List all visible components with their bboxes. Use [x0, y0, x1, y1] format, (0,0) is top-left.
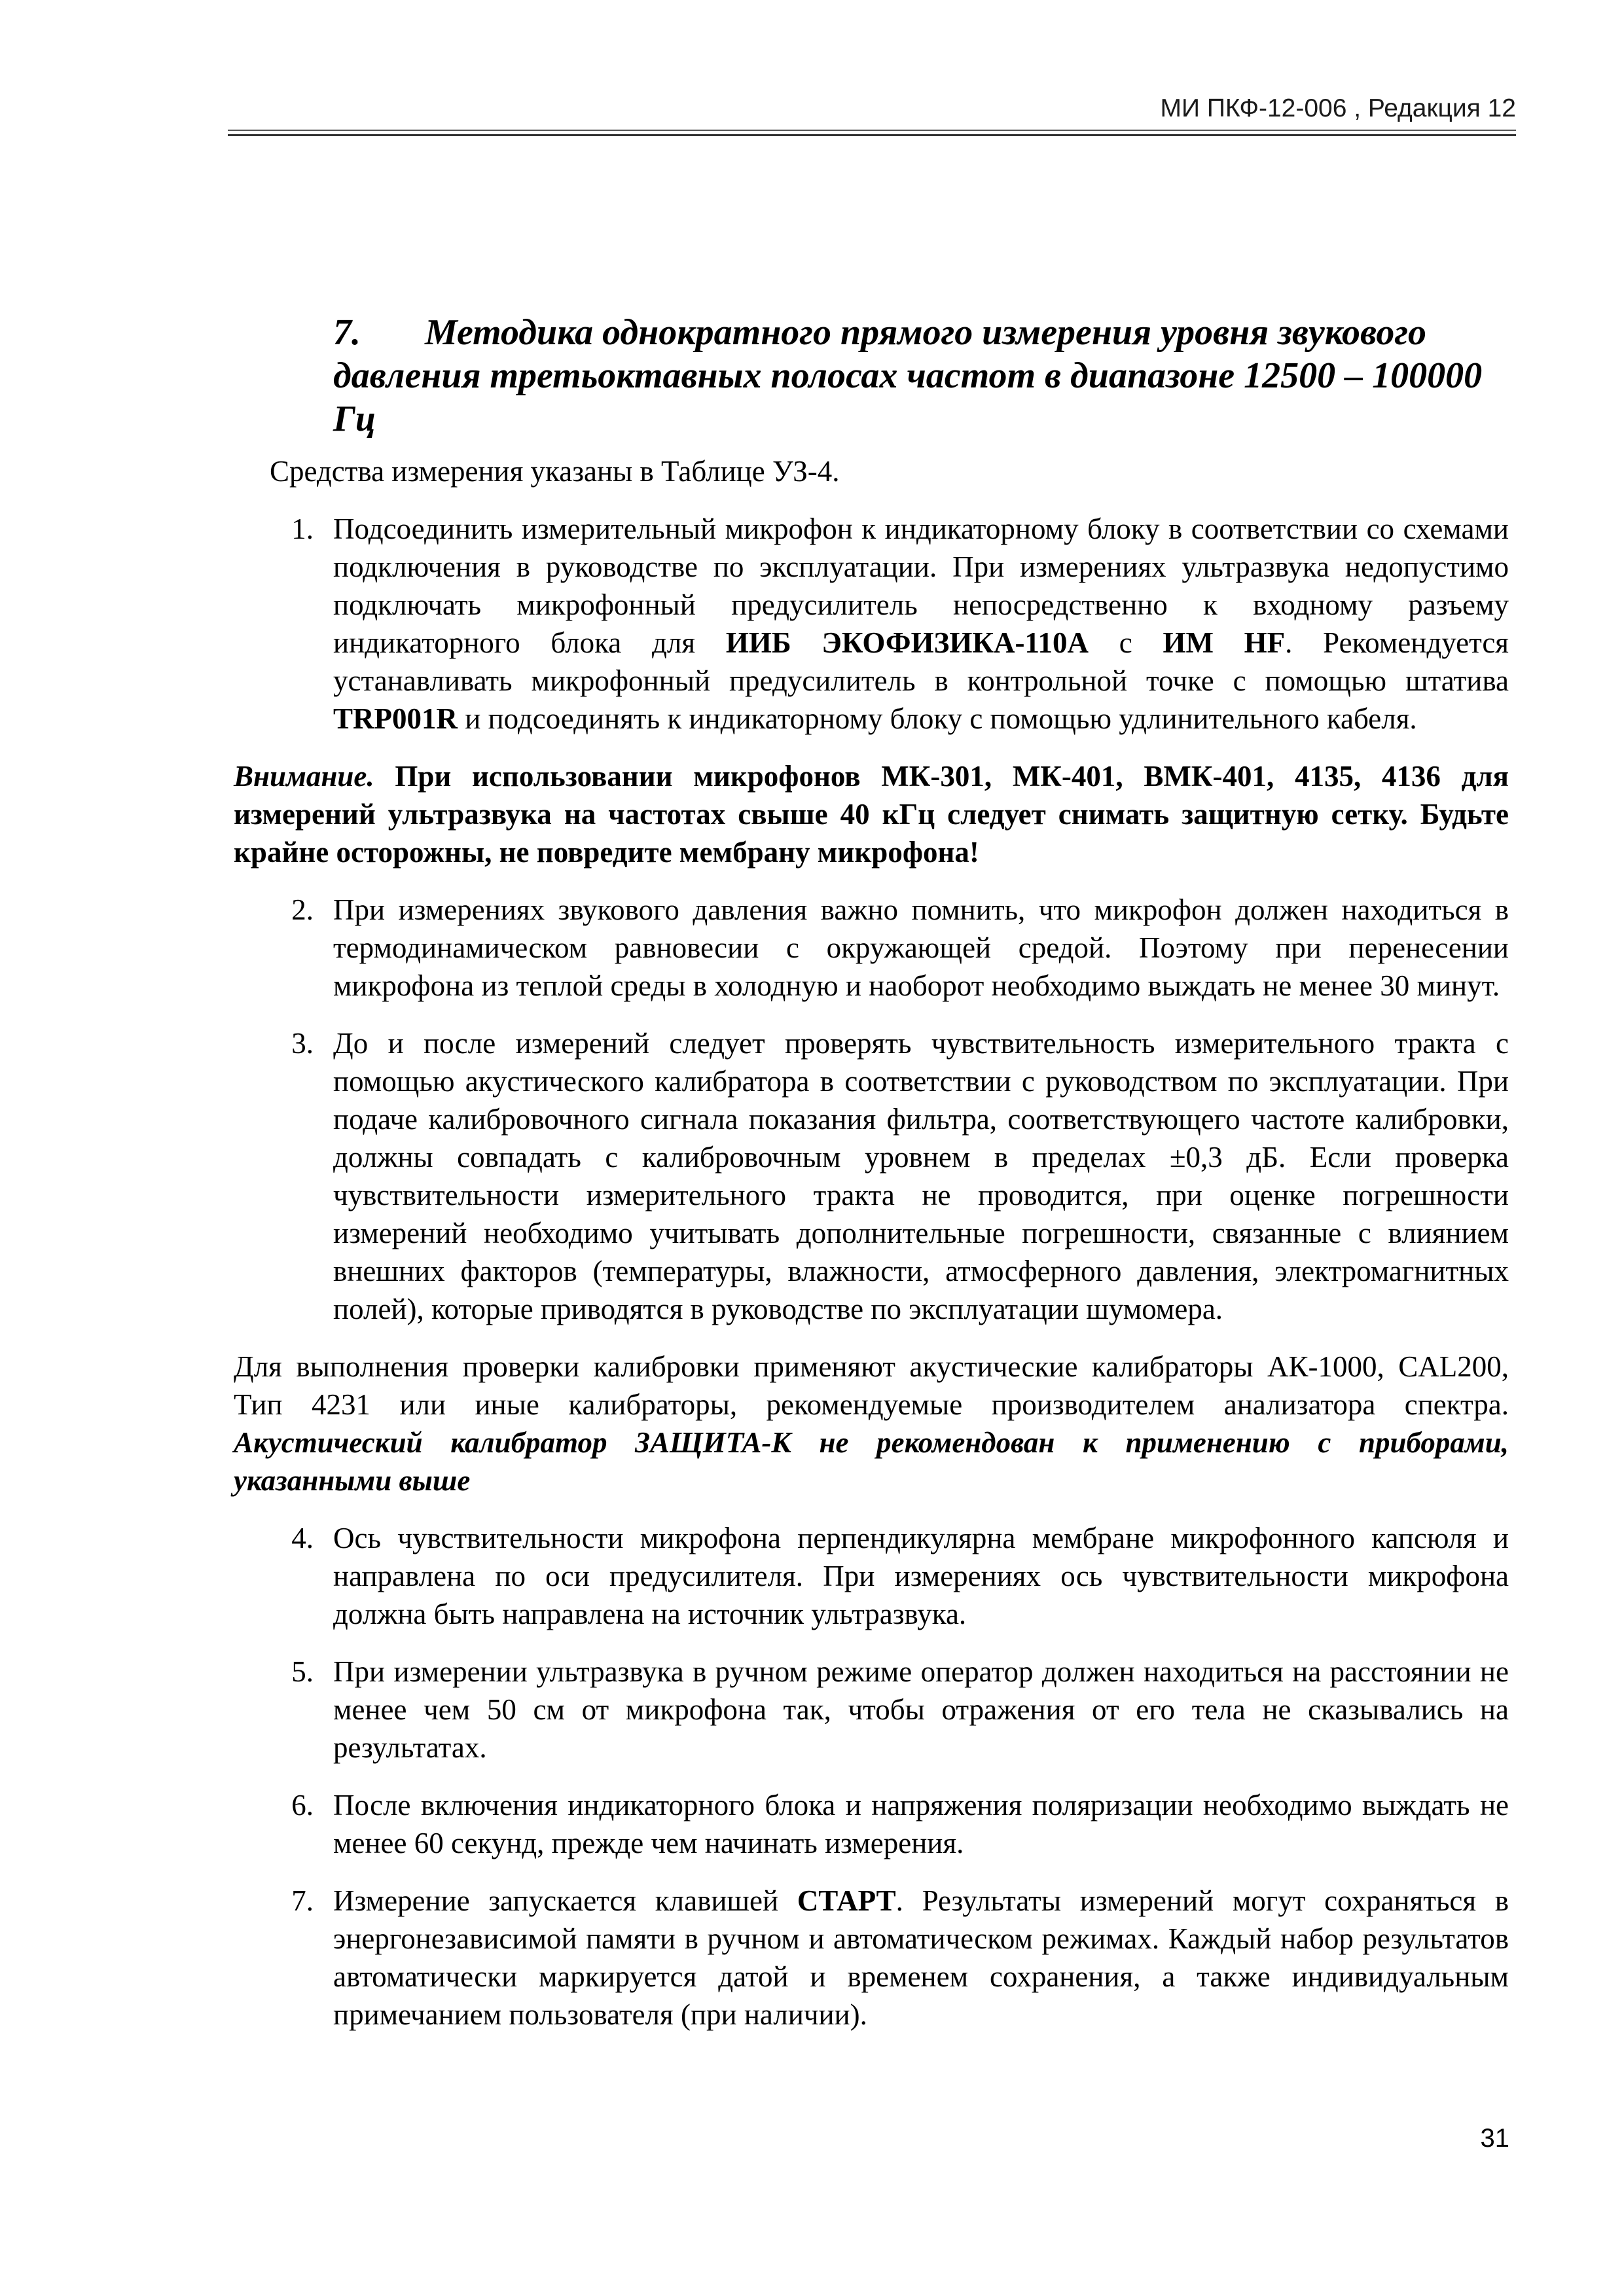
list-item-text: После включения индикаторного блока и напряжения поляризации необходимо выждать не менее 60 секунд, прежде чем начинать измерения. [333, 1789, 1509, 1859]
section-title: Методика однократного прямого измерения уровня звукового давления третьоктавных полосах частот в диапазоне 12500 – 100000 Гц [333, 312, 1483, 439]
section-number: 7. [333, 312, 361, 353]
list-item-3 [234, 1024, 1509, 1328]
list-number: 7. [291, 1884, 314, 1917]
text-run: Подсоединить измерительный микрофон к индикаторному блоку в соответствии со схемами подключения в руководстве по эксплуатации. При измерениях ультразвука недопустимо подключать микрофонный предусилитель непосредственно к входному разъему индикаторного блока для [333, 512, 1509, 659]
list-item-text: До и после измерений следует проверять чувствительность измерительного тракта с помощью акустического калибратора в соответствии с руководством по эксплуатации. При подаче калибровочного сигнала показания фильтра, соответствующего частоте калибровки, должны совпадать с калибровочным уровнем в пределах ±0,3 дБ. Если проверка чувствительности измерительного тракта не проводится, при оценке погрешности измерений необходимо учитывать дополнительные погрешности, связанные с влиянием внешних факторов (температуры, влажности, атмосферного давления, электромагнитных полей), которые приводятся в руководстве по эксплуатации шумомера. [333, 1027, 1509, 1325]
intro-paragraph: Средства измерения указаны в Таблице УЗ-4. [270, 455, 840, 488]
list-item-text [333, 1882, 1509, 2034]
document-reference: МИ ПКФ-12-006 , Редакция 12 [1160, 94, 1516, 122]
text-run: и подсоединять к индикаторному блоку с помощью удлинительного кабеля. [458, 702, 1417, 735]
section-heading [333, 311, 1509, 440]
text-run: . Рекомендуется устанавливать микрофонный предусилитель в контрольной точке с помощью штатива [333, 626, 1509, 697]
text-run: с [1088, 626, 1163, 659]
text-run: Измерение запускается клавишей [333, 1884, 797, 1917]
key-name: СТАРТ [797, 1884, 896, 1917]
warning-label: Внимание. [234, 760, 374, 793]
header-divider-thick [228, 134, 1516, 136]
list-item-5 [234, 1653, 1509, 1767]
text-run: . Результаты измерений могут сохраняться в энергонезависимой памяти в ручном и автоматическом режимах. Каждый набор результатов автоматически маркируется датой и временем сохранения, а также индивидуальным примечанием пользователя (при наличии). [333, 1884, 1509, 2031]
warning-text: При использовании микрофонов МК-301, МК-401, ВМК-401, 4135, 4136 для измерений ультразвука на частотах свыше 40 кГц следует снимать защитную сетку. Будьте крайне осторожны, не повредите мембрану микрофона! [234, 760, 1509, 869]
page-number: 31 [1480, 2124, 1509, 2153]
list-item-text: Ось чувствительности микрофона перпендикулярна мембране микрофонного капсюля и направлена по оси предусилителя. При измерениях ось чувствительности микрофона должна быть направлена на источник ультразвука. [333, 1522, 1509, 1630]
list-item-7 [234, 1882, 1509, 2034]
list-item-6 [234, 1786, 1509, 1862]
list-item-2 [234, 891, 1509, 1005]
list-number: 5. [291, 1655, 314, 1688]
list-item-4 [234, 1519, 1509, 1633]
device-name: ИМ HF [1163, 626, 1286, 659]
list-number: 2. [291, 893, 314, 926]
list-item-1 [234, 510, 1509, 738]
list-number: 6. [291, 1789, 314, 1821]
page-content [234, 311, 1509, 2053]
list-item-text [333, 510, 1509, 738]
header-divider-thin [228, 130, 1516, 131]
warning-paragraph [234, 757, 1509, 871]
device-name: TRP001R [333, 702, 458, 735]
list-number: 4. [291, 1522, 314, 1554]
device-name: ИИБ ЭКОФИЗИКА-110А [725, 626, 1089, 659]
list-item-text: При измерениях звукового давления важно помнить, что микрофон должен находиться в термодинамическом равновесии с окружающей средой. Поэтому при перенесении микрофона из теплой среды в холодную и наоборот необходимо выждать не менее 30 минут. [333, 893, 1509, 1002]
list-item-text: При измерении ультразвука в ручном режиме оператор должен находиться на расстоянии не менее чем 50 см от микрофона так, чтобы отражения от его тела не сказывались на результатах. [333, 1655, 1509, 1764]
text-run: Для выполнения проверки калибровки применяют акустические калибраторы АК-1000, CAL200, Тип 4231 или иные калибраторы, рекомендуемые производителем анализатора спектра. [234, 1350, 1509, 1421]
calibration-paragraph [234, 1348, 1509, 1499]
calibration-note: Акустический калибратор ЗАЩИТА-К не рекомендован к применению с приборами, указанными выше [234, 1426, 1509, 1497]
list-number: 3. [291, 1027, 314, 1060]
list-number: 1. [291, 512, 314, 545]
